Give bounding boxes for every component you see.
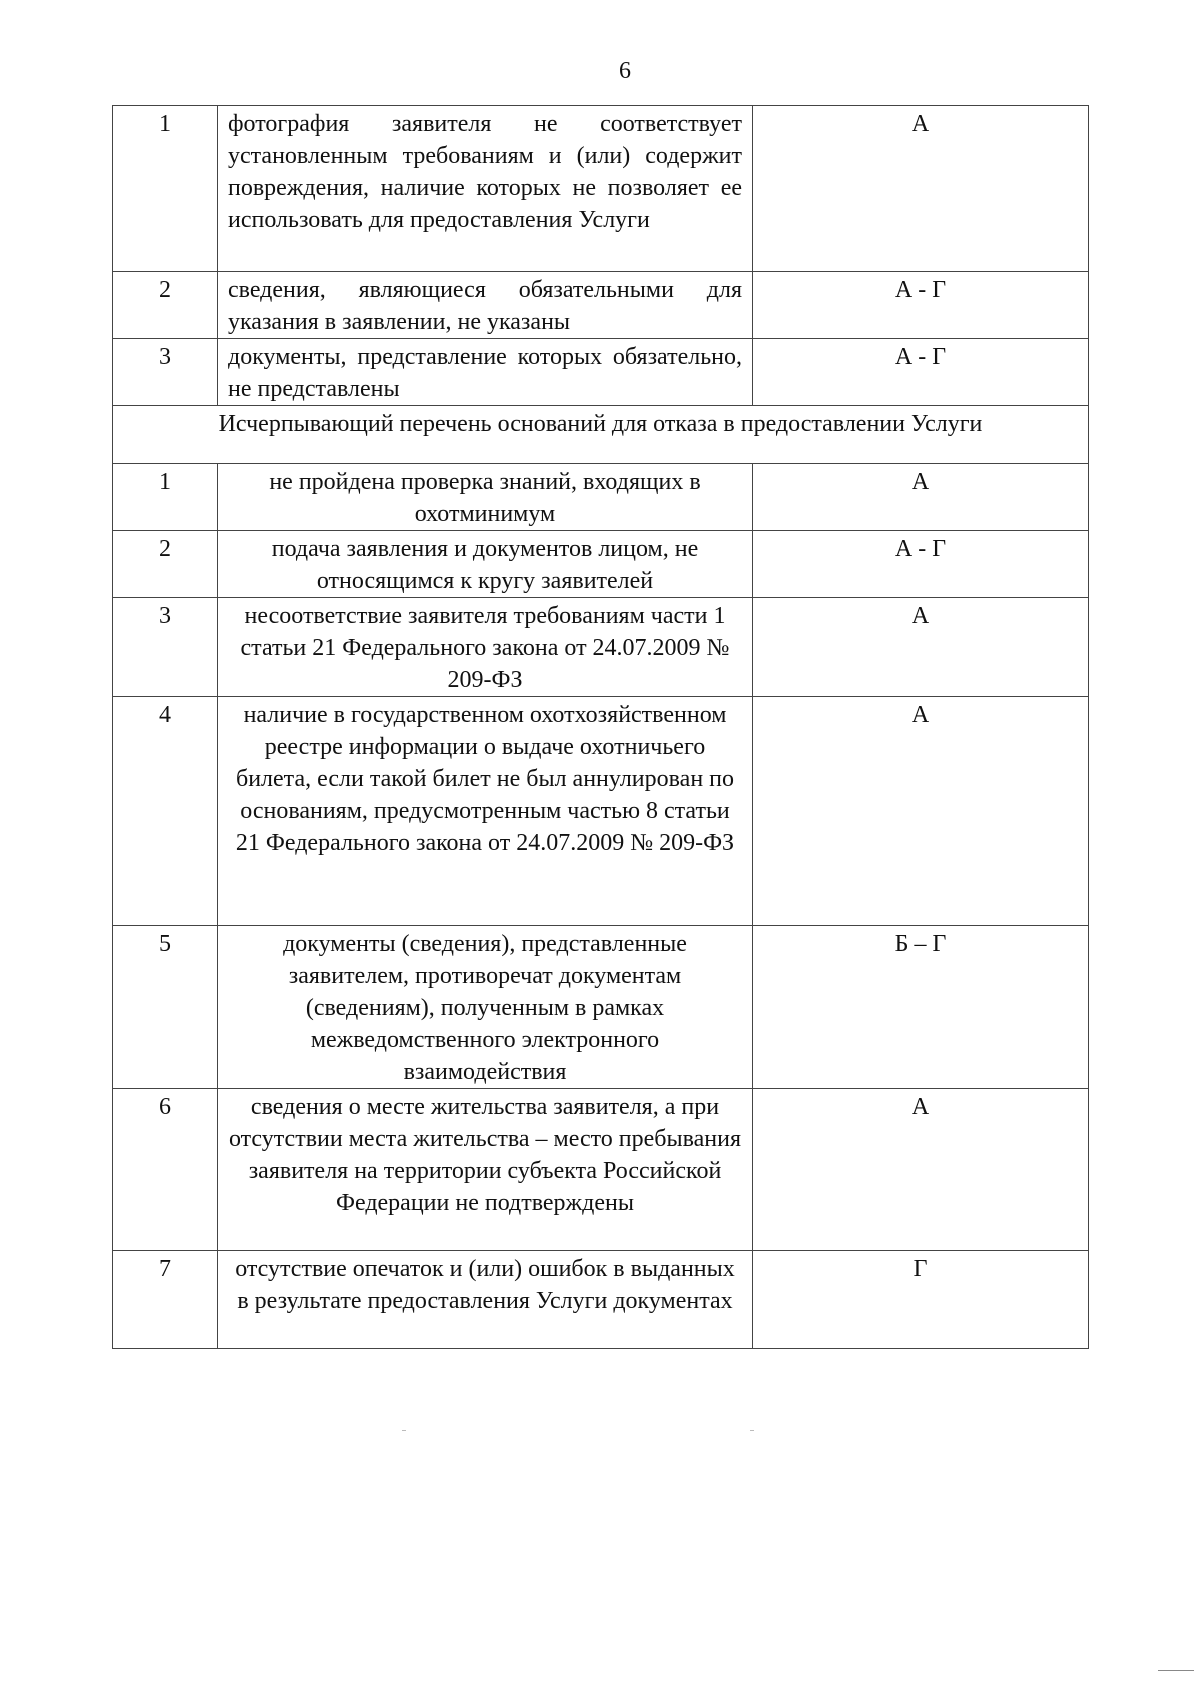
row-code: А - Г: [753, 339, 1089, 406]
row-text: сведения, являющиеся обязательными для указания в заявлении, не указаны: [218, 272, 753, 339]
section-heading: Исчерпывающий перечень оснований для отказа в предоставлении Услуги: [113, 406, 1089, 464]
row-text: фотография заявителя не соответствует установленным требованиям и (или) содержит повреждения, наличие которых не позволяет ее использовать для предоставления Услуги: [218, 106, 753, 272]
row-number: 3: [113, 598, 218, 697]
row-number: 1: [113, 464, 218, 531]
row-number: 4: [113, 697, 218, 926]
table-row: [113, 339, 1089, 406]
row-number: 5: [113, 926, 218, 1089]
scan-mark: [1158, 1670, 1194, 1671]
page-number: 6: [619, 58, 631, 84]
row-number: 3: [113, 339, 218, 406]
row-text: отсутствие опечаток и (или) ошибок в выданных в результате предоставления Услуги документах: [218, 1251, 753, 1349]
row-code: А: [753, 697, 1089, 926]
row-code: А: [753, 1089, 1089, 1251]
row-number: 2: [113, 272, 218, 339]
table-row: [113, 598, 1089, 697]
table-row: [113, 272, 1089, 339]
section-heading-row: [113, 406, 1089, 464]
row-text: наличие в государственном охотхозяйственном реестре информации о выдаче охотничьего билета, если такой билет не был аннулирован по основаниям, предусмотренным частью 8 статьи 21 Федерального закона от 24.07.2009 № 209-ФЗ: [218, 697, 753, 926]
row-text: подача заявления и документов лицом, не относящимся к кругу заявителей: [218, 531, 753, 598]
scan-mark: [750, 1430, 754, 1431]
row-code: Г: [753, 1251, 1089, 1349]
table-row: [113, 1089, 1089, 1251]
row-text: не пройдена проверка знаний, входящих в охотминимум: [218, 464, 753, 531]
row-code: Б – Г: [753, 926, 1089, 1089]
row-number: 1: [113, 106, 218, 272]
row-code: А: [753, 598, 1089, 697]
table-row: [113, 106, 1089, 272]
row-text: сведения о месте жительства заявителя, а при отсутствии места жительства – место пребывания заявителя на территории субъекта Российской Федерации не подтверждены: [218, 1089, 753, 1251]
row-text: документы (сведения), представленные заявителем, противоречат документам (сведениям), полученным в рамках межведомственного электронного взаимодействия: [218, 926, 753, 1089]
row-code: А: [753, 106, 1089, 272]
row-number: 2: [113, 531, 218, 598]
table-row: [113, 697, 1089, 926]
scan-mark: [402, 1430, 406, 1431]
table-row: [113, 926, 1089, 1089]
table-row: [113, 464, 1089, 531]
grounds-table: [112, 105, 1089, 1349]
row-code: А - Г: [753, 531, 1089, 598]
table-row: [113, 531, 1089, 598]
row-number: 7: [113, 1251, 218, 1349]
row-text: документы, представление которых обязательно, не представлены: [218, 339, 753, 406]
table-row: [113, 1251, 1089, 1349]
row-code: А: [753, 464, 1089, 531]
row-text: несоответствие заявителя требованиям части 1 статьи 21 Федерального закона от 24.07.2009 № 209-ФЗ: [218, 598, 753, 697]
row-number: 6: [113, 1089, 218, 1251]
row-code: А - Г: [753, 272, 1089, 339]
